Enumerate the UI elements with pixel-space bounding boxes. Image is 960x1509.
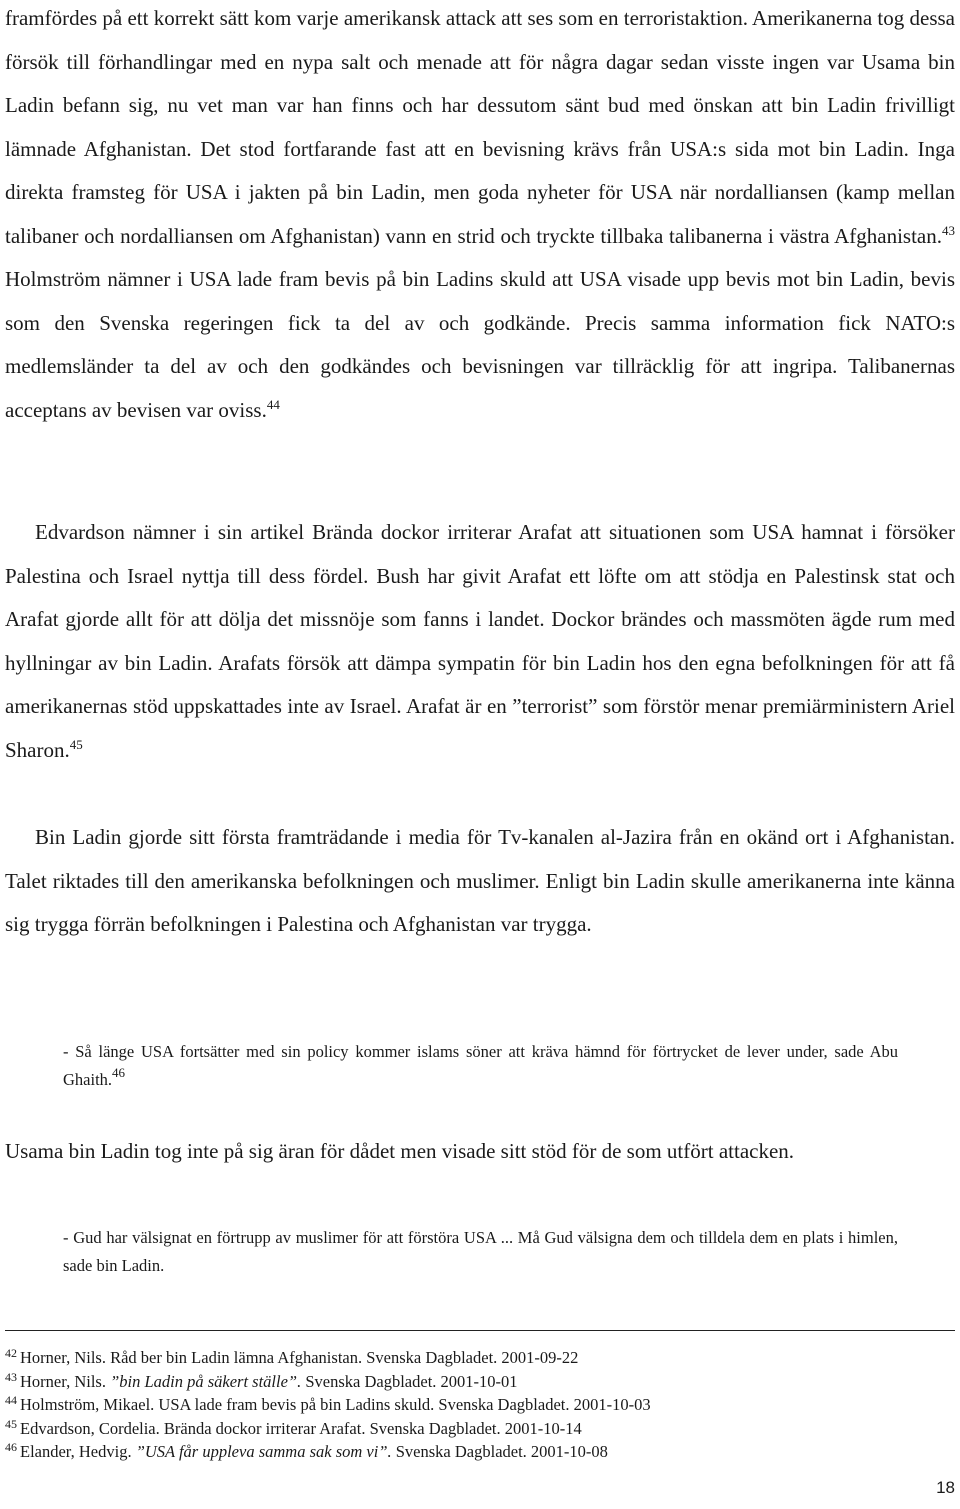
footnote-ref-44[interactable]: 44 <box>266 396 280 412</box>
paragraph-text: Bin Ladin gjorde sitt första framträdande i media för Tv-kanalen al-Jazira från en okänd ort i Afghanistan. Talet riktades till den amerikanska befolkningen och muslimer. Enligt bin Ladin skulle amerikanerna inte känna sig trygga förrän befolkningen i Palestina och Afghanistan var trygga. <box>5 825 955 936</box>
footnote-ref-45[interactable]: 45 <box>69 736 83 752</box>
footnote-ref-46[interactable]: 46 <box>112 1065 126 1080</box>
footnote-number: 46 <box>5 1440 17 1454</box>
footnote-source: Svenska Dagbladet. 2001-09-22 <box>366 1348 579 1367</box>
footnote-ref-43[interactable]: 43 <box>942 222 955 238</box>
page-number: 18 <box>936 1478 955 1497</box>
footnote-title: ”USA får uppleva samma sak som vi”. <box>135 1442 392 1461</box>
footnote-author: Holmström, Mikael. <box>20 1395 155 1414</box>
footnote-separator <box>5 1330 955 1331</box>
footnote-author: Edvardson, Cordelia. <box>20 1418 160 1438</box>
footnote-item <box>5 1370 955 1394</box>
block-quote-2: - Gud har välsignat en förtrupp av muslimer för att förstöra USA ... Må Gud välsigna dem och tilldela dem en plats i himlen, sade bin Ladin. <box>63 1228 898 1275</box>
paragraph-text: Edvardson nämner i sin artikel Brända dockor irriterar Arafat att situationen som USA hamnat i försöker Palestina och Israel nyttja till dess fördel. Bush har givit Arafat ett löfte om att stödja en Palestinsk stat och Arafat gjorde allt för att dölja det missnöje som fanns i landet. Dockor brändes och massmöten ägde rum med hyllningar av bin Ladin. Arafats försök att dämpa sympatin för bin Ladin hos den egna befolkningen för att få amerikanernas stöd uppskattades inte av Israel. Arafat är en ”terrorist” som förstör menar premiärministern Ariel Sharon. <box>5 520 955 762</box>
footnote-number: 43 <box>5 1369 17 1384</box>
body-paragraph-1 <box>5 0 955 432</box>
footnote-item <box>5 1417 955 1441</box>
paragraph-text: framfördes på ett korrekt sätt kom varje amerikansk attack att ses som en terroristaktion. Amerikanerna tog dessa försök till förhandlingar med en nypa salt och menade att för några dagar sedan visste ingen var Usama bin Ladin befann sig, nu vet man var han finns och har dessutom sänt bud med önskan att bin Ladin frivilligt lämnade Afghanistan. Det stod fortfarande fast att en bevisning krävs från USA:s sida mot bin Ladin. Inga direkta framsteg för USA i jakten på bin Ladin, men goda nyheter för USA när nordalliansen (kamp mellan talibaner och nordalliansen om Afghanistan) vann en strid och tryckte tillbaka talibanerna i västra Afghanistan. <box>5 6 955 248</box>
footnote-source: Svenska Dagbladet. 2001-10-03 <box>438 1395 651 1414</box>
footnote-author: Elander, Hedvig. <box>20 1442 132 1461</box>
footnote-title: ”bin Ladin på säkert ställe”. <box>110 1371 302 1391</box>
footnote-author: Horner, Nils. <box>20 1371 106 1391</box>
footnote-item <box>5 1346 955 1370</box>
footnote-author: Horner, Nils. <box>20 1348 106 1367</box>
block-quote-1 <box>63 1038 898 1094</box>
footnote-number: 42 <box>5 1346 17 1360</box>
footnote-number: 45 <box>5 1416 17 1431</box>
footnote-title: USA lade fram bevis på bin Ladins skuld. <box>158 1395 435 1414</box>
footnote-source: Svenska Dagbladet. 2001-10-08 <box>395 1442 608 1461</box>
quote-text: - Så länge USA fortsätter med sin policy kommer islams söner att kräva hämnd för förtrycket de lever under, sade Abu Ghaith. <box>63 1042 898 1089</box>
footnote-source: Svenska Dagbladet. 2001-10-14 <box>369 1418 582 1438</box>
footnote-title: Råd ber bin Ladin lämna Afghanistan. <box>110 1348 363 1367</box>
body-line: Usama bin Ladin tog inte på sig äran för dådet men visade sitt stöd för de som utfört attacken. <box>5 1139 795 1163</box>
footnote-title: Brända dockor irriterar Arafat. <box>163 1418 366 1438</box>
footnote-source: Svenska Dagbladet. 2001-10-01 <box>305 1371 518 1391</box>
body-paragraph-3 <box>5 816 955 947</box>
footnote-number: 44 <box>5 1393 17 1407</box>
paragraph-text: Holmström nämner i USA lade fram bevis på bin Ladins skuld att USA visade upp bevis mot bin Ladin, bevis som den Svenska regeringen fick ta del av och godkände. Precis samma information fick NATO:s medlemsländer ta del av och den godkändes och bevisningen var tillräcklig för att ingripa. Talibanernas acceptans av bevisen var oviss. <box>5 267 955 422</box>
body-paragraph-2 <box>5 511 955 772</box>
footnote-list <box>5 1346 955 1464</box>
footnote-item <box>5 1440 955 1464</box>
footnote-item <box>5 1393 955 1417</box>
